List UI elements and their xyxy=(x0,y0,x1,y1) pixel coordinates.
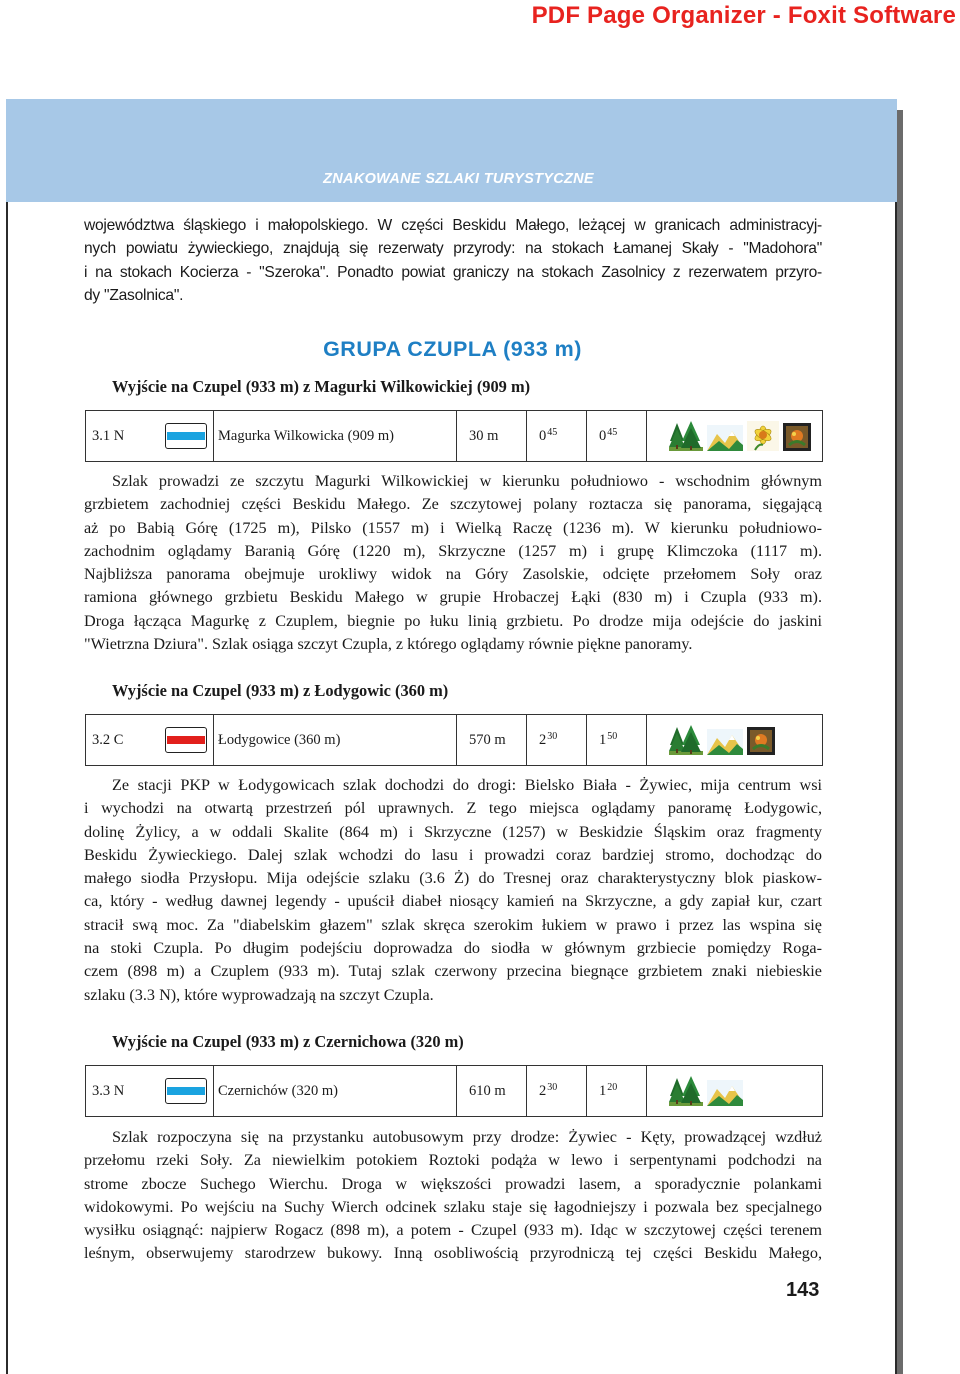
text-line: dolinę Żylicy, a w oddali Skalite (864 m) i Skrzyczne (1257) w Beskidzie Śląskim oraz fragmenty xyxy=(84,822,822,841)
text-line: Najbliższa panorama obejmuje urokliwy widok na Góry Zasolskie, odcięte przełomem Soły oraz xyxy=(84,565,822,584)
forest-icon xyxy=(669,725,703,755)
text-line: ca, który - według dawnej legendy - upuścił diabeł niosący kamień na Skrzyczne, a gdy zapiał kur, czart xyxy=(84,892,822,911)
time-down-minutes: 20 xyxy=(607,1081,618,1093)
route-destination: Magurka Wilkowicka (909 m) xyxy=(218,427,394,444)
text-line: czem (898 m) a Czuplem (933 m). Tutaj szlak czerwony przecina biegnące grzbietem znaki niebieskie xyxy=(84,962,822,981)
text-line: Droga łącząca Magurkę z Czuplem, biegnie po łuku linią grzbietu. Po drodze mija odejście do jaskini xyxy=(84,611,822,630)
section-heading: Wyjście na Czupel (933 m) z Magurki Wilkowickiej (909 m) xyxy=(112,377,531,396)
viewpoint-icon xyxy=(783,423,811,451)
time-up-hours: 0 xyxy=(539,427,547,444)
route-time-down xyxy=(599,1066,659,1116)
text-line: dy "Zasolnica". xyxy=(84,286,184,304)
route-table xyxy=(85,714,823,766)
group-title: GRUPA CZUPLA (933 m) xyxy=(323,337,582,361)
route-altitude: 30 m xyxy=(469,427,499,444)
route-time-up xyxy=(539,715,599,765)
text-line: wysiłku osiągnąć: najpierw Rogacz (898 m), a potem - Czupel (933 m). Idąc w szczytowej części terenem xyxy=(84,1221,822,1240)
time-down-minutes: 50 xyxy=(607,730,618,742)
route-table xyxy=(85,1065,823,1117)
text-line: szlaku (3.3 N), które wyprowadzają na szczyt Czupla. xyxy=(84,985,434,1004)
watermark-title: PDF Page Organizer - Foxit Software xyxy=(531,2,956,29)
text-line: Szlak rozpoczyna się na przystanku autobusowym przy drodze: Żywiec - Kęty, prowadzącej wzdłuż xyxy=(112,1128,822,1146)
text-line: grzbietem zachodniej części Beskidu Małego. Ze szczytowej polany roztacza się panorama, sięgającą xyxy=(84,495,822,514)
text-line: województwa śląskiego i małopolskiego. W części Beskidu Małego, leżącej w granicach administracyj- xyxy=(84,217,822,234)
text-line: aż po Babią Górę (1725 m), Pilsko (1557 m) i Wielką Raczę (1236 m). W kierunku południowo- xyxy=(84,518,822,537)
route-code: 3.2 C xyxy=(92,731,124,748)
time-up-minutes: 45 xyxy=(547,426,558,438)
route-icons xyxy=(659,1066,824,1116)
mountains-icon xyxy=(707,1080,743,1106)
text-line: na stoki Czupla. Po długim podejściu doprowadza do siodła w głównym grzbiecie pomiędzy Roga- xyxy=(84,939,822,958)
route-table xyxy=(85,410,823,462)
trail-mark xyxy=(164,715,208,765)
text-line: przełomu rzeki Soły. Za niewielkim potokiem Roztoki podąża w lewo i serpentynami podchodzi na xyxy=(84,1151,822,1170)
flower-icon xyxy=(747,421,779,451)
time-down-hours: 0 xyxy=(599,427,607,444)
route-altitude: 570 m xyxy=(469,731,506,748)
text-line: Szlak prowadzi ze szczytu Magurki Wilkowickiej w kierunku południowo - wschodnim głównym xyxy=(112,472,822,490)
text-line: strome zbocze Suchego Wierchu. Droga w większości prowadzi lasem, a sporadycznie polankami xyxy=(84,1174,822,1193)
time-down-minutes: 45 xyxy=(607,426,618,438)
trail-mark-icon xyxy=(165,1078,207,1104)
route-code: 3.1 N xyxy=(92,427,125,444)
description-paragraph xyxy=(84,1126,822,1266)
header-title: ZNAKOWANE SZLAKI TURYSTYCZNE xyxy=(323,171,594,187)
route-icons xyxy=(659,715,824,765)
route-time-up xyxy=(539,411,599,461)
text-line: Beskidu Żywieckiego. Dalej szlak wchodzi do lasu i prowadzi coraz bardziej stromo, dochodząc do xyxy=(84,845,822,864)
trail-mark-icon xyxy=(165,423,207,449)
text-line: Ze stacji PKP w Łodygowicach szlak dochodzi do drogi: Bielsko Biała - Żywiec, mija centrum wsi xyxy=(112,776,822,794)
section-heading: Wyjście na Czupel (933 m) z Łodygowic (360 m) xyxy=(112,681,449,700)
trail-mark xyxy=(164,411,208,461)
time-up-hours: 2 xyxy=(539,731,547,748)
description-paragraph xyxy=(84,774,822,1007)
route-time-down xyxy=(599,715,659,765)
page-number: 143 xyxy=(786,1279,820,1301)
trail-mark-icon xyxy=(165,727,207,753)
time-up-hours: 2 xyxy=(539,1082,547,1099)
route-time-down xyxy=(599,411,659,461)
text-line: ramiona głównego grzbietu Beskidu Małego w grupie Hrobaczej Łąki (830 m) i Czupla (933 m). xyxy=(84,588,822,607)
time-up-minutes: 30 xyxy=(547,1081,558,1093)
time-down-hours: 1 xyxy=(599,731,607,748)
text-line: stracił swą moc. Za "diabelskim głazem" szlak skręca szerokim łukiem w prawo i przez las wspina się xyxy=(84,915,822,934)
mountains-icon xyxy=(707,729,743,755)
mountains-icon xyxy=(707,425,743,451)
text-line: i wychodzi na otwartą przestrzeń pól uprawnych. Z tego miejsca oglądamy panoramę Łodygowic, xyxy=(84,799,822,818)
forest-icon xyxy=(669,421,703,451)
route-destination: Łodygowice (360 m) xyxy=(218,731,341,748)
time-up-minutes: 30 xyxy=(547,730,558,742)
forest-icon xyxy=(669,1076,703,1106)
description-paragraph xyxy=(84,470,822,656)
intro-paragraph xyxy=(84,214,822,307)
text-line: zachodnim oglądamy Baranią Górę (1220 m), Skrzyczne (1257 m) i grupę Klimczoka (1117 m). xyxy=(84,541,822,560)
text-line: i na stokach Kocierza - "Szeroka". Ponadto powiat graniczy na stokach Zasolnicy z rezerwatem przyro- xyxy=(84,263,822,281)
text-line: nych powiatu żywieckiego, znajdują się rezerwaty przyrody: na stokach Łamanej Skały - "Madohora" xyxy=(84,240,822,258)
section-heading: Wyjście na Czupel (933 m) z Czernichowa (320 m) xyxy=(112,1032,464,1051)
route-time-up xyxy=(539,1066,599,1116)
text-line: widokowymi. Po wejściu na Suchy Wierch odcinek szlaku staje się łagodniejszy i pozwala bez specjalnego xyxy=(84,1197,822,1216)
text-line: leśnym, obserwujemy starodrzew bukowy. Inną osobliwością przyrodniczą tej części Beskidu Małego, xyxy=(84,1244,822,1263)
header-band xyxy=(6,99,897,202)
route-destination: Czernichów (320 m) xyxy=(218,1082,338,1099)
text-line: małego siodła Przysłopu. Mija odejście szlaku (3.6 Ż) do Tresnej oraz charakterystyczny blok piaskow- xyxy=(84,869,822,888)
text-line: "Wietrzna Dziura". Szlak osiąga szczyt Czupla, z którego oglądamy równie piękne panoramy. xyxy=(84,635,693,654)
page-frame-left xyxy=(6,202,8,1374)
viewpoint-icon xyxy=(747,727,775,755)
time-down-hours: 1 xyxy=(599,1082,607,1099)
route-code: 3.3 N xyxy=(92,1082,125,1099)
route-icons xyxy=(659,411,824,461)
trail-mark xyxy=(164,1066,208,1116)
page-shadow xyxy=(897,110,903,1374)
route-altitude: 610 m xyxy=(469,1082,506,1099)
